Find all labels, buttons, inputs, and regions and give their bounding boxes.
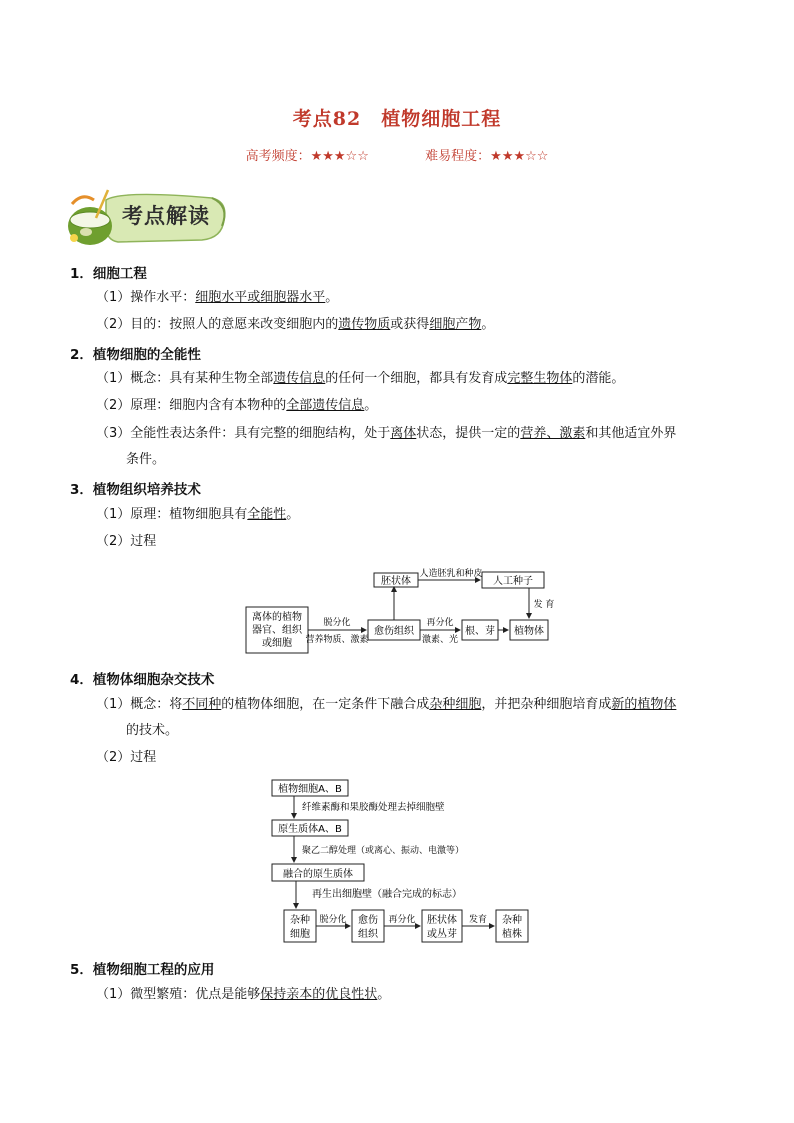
- text: （1）概念：具有某种生物全部: [96, 371, 274, 386]
- star-filled-icon: ★: [501, 149, 514, 164]
- section-2-item-3-cont: 条件。: [126, 452, 166, 467]
- underlined-answer: 新的植物体: [611, 697, 677, 712]
- step-text: 纤维素酶和果胶酶处理去掉细胞壁: [302, 802, 445, 813]
- page-title: 考点82 植物细胞工程: [292, 108, 502, 130]
- text: 。: [481, 317, 495, 332]
- difficulty-label: 难易程度：: [425, 149, 491, 164]
- text: （1）操作水平：: [96, 290, 196, 305]
- underlined-answer: 细胞水平或细胞器水平: [195, 290, 326, 305]
- box-text: 原生质体A、B: [278, 824, 342, 835]
- underlined-answer: 杂种细胞: [429, 697, 482, 712]
- source-text: 或细胞: [262, 638, 292, 649]
- underlined-answer: 全能性: [247, 507, 287, 522]
- rootbud-text: 根、芽: [465, 626, 495, 637]
- text: 。: [364, 398, 378, 413]
- section-banner: [62, 186, 232, 248]
- text: 的潜能。: [572, 371, 625, 386]
- star-empty-icon: ☆: [536, 149, 549, 164]
- seed-text: 人工种子: [493, 576, 533, 587]
- box-text: 杂种: [290, 915, 310, 926]
- text: ，并把杂种细胞培育成: [481, 697, 612, 712]
- star-empty-icon: ☆: [357, 149, 369, 164]
- star-empty-icon: ☆: [345, 149, 358, 164]
- box-text: 植株: [502, 929, 522, 940]
- text: （2）目的：按照人的意愿来改变细胞内的: [96, 317, 339, 332]
- step-text: 再生出细胞壁（融合完成的标志）: [312, 889, 462, 900]
- box-text: 愈伤: [358, 915, 378, 926]
- star-filled-icon: ★: [310, 149, 323, 164]
- section-3-item-2: （2）过程: [96, 534, 157, 549]
- tissue-culture-diagram: [240, 565, 570, 660]
- section-5-heading: 5．植物细胞工程的应用: [70, 962, 215, 978]
- frequency-stars: [311, 149, 369, 164]
- underlined-answer: 离体: [390, 426, 417, 441]
- star-empty-icon: ☆: [525, 149, 537, 164]
- section-1-heading: 1．细胞工程: [70, 266, 147, 282]
- arrow-label: 脱分化: [323, 618, 351, 628]
- arrow-label: 再分化: [426, 618, 454, 628]
- star-filled-icon: ★: [490, 149, 502, 164]
- section-4-item-1: [96, 695, 736, 715]
- section-2-item-2: [96, 396, 377, 416]
- section-3-heading: 3．植物组织培养技术: [70, 482, 201, 498]
- text: （2）原理：细胞内含有本物种的: [96, 398, 287, 413]
- star-filled-icon: ★: [513, 149, 526, 164]
- star-filled-icon: ★: [333, 149, 346, 164]
- text: 。: [325, 290, 339, 305]
- arrow-label: 脱分化: [319, 915, 347, 925]
- box-text: 植物细胞A、B: [278, 784, 342, 795]
- text: 。: [286, 507, 300, 522]
- text: （3）全能性表达条件：具有完整的细胞结构，处于: [96, 426, 391, 441]
- text: 或获得: [390, 317, 430, 332]
- text: （1）微型繁殖：优点是能够: [96, 987, 261, 1002]
- underlined-answer: 营养、激素: [520, 426, 586, 441]
- difficulty-stars: [490, 149, 548, 164]
- embryoid-text: 胚状体: [381, 576, 411, 587]
- hybridization-diagram: [266, 776, 536, 948]
- underlined-answer: 全部遗传信息: [286, 398, 365, 413]
- box-text: 组织: [358, 929, 378, 940]
- text: 的植物体细胞，在一定条件下融合成: [221, 697, 430, 712]
- section-1-item-1: [96, 288, 338, 308]
- section-4-heading: 4．植物体细胞杂交技术: [70, 672, 215, 688]
- callus-text: 愈伤组织: [374, 626, 414, 637]
- text: （1）原理：植物细胞具有: [96, 507, 248, 522]
- underlined-answer: 保持亲本的优良性状: [260, 987, 378, 1002]
- arrow-label: 激素、光: [421, 635, 459, 645]
- text: 。: [377, 987, 391, 1002]
- arrow-label: 营养物质、激素: [305, 635, 369, 645]
- text: 和其他适宜外界: [585, 426, 677, 441]
- section-5-item-1: [96, 985, 390, 1005]
- step-text: 聚乙二醇处理（或离心、振动、电激等）: [302, 846, 465, 856]
- underlined-answer: 遗传物质: [338, 317, 391, 332]
- text: （1）概念：将: [96, 697, 183, 712]
- arrow-label: 发育: [468, 915, 488, 925]
- section-3-item-1: [96, 505, 299, 525]
- box-text: 融合的原生质体: [283, 869, 353, 880]
- underlined-answer: 完整生物体: [507, 371, 573, 386]
- section-2-item-3: [96, 424, 676, 444]
- text: 的任何一个细胞，都具有发育成: [325, 371, 508, 386]
- underlined-answer: 不同种: [182, 697, 222, 712]
- arrow-label: 人造胚乳和种皮: [419, 569, 483, 579]
- section-1-item-2: [96, 315, 494, 335]
- underlined-answer: 细胞产物: [429, 317, 482, 332]
- box-text: 胚状体: [427, 915, 457, 926]
- section-2-item-1: [96, 369, 624, 389]
- box-text: 杂种: [502, 915, 522, 926]
- banner-label: 考点解读: [122, 203, 210, 228]
- box-text: 或丛芽: [427, 929, 457, 940]
- arrow-label: 发 育: [533, 600, 555, 610]
- plant-text: 植物体: [514, 626, 544, 637]
- star-filled-icon: ★: [322, 149, 334, 164]
- section-4-item-1-cont: 的技术。: [126, 723, 179, 738]
- rating-bar: [0, 145, 794, 164]
- source-text: 离体的植物: [252, 612, 302, 623]
- arrow-label: 再分化: [388, 915, 416, 925]
- box-text: 细胞: [290, 929, 310, 940]
- section-4-item-2: （2）过程: [96, 750, 157, 765]
- frequency-label: 高考频度：: [245, 149, 311, 164]
- underlined-answer: 遗传信息: [273, 371, 326, 386]
- source-text: 器官、组织: [252, 625, 302, 636]
- text: 状态，提供一定的: [416, 426, 521, 441]
- section-2-heading: 2．植物细胞的全能性: [70, 347, 201, 363]
